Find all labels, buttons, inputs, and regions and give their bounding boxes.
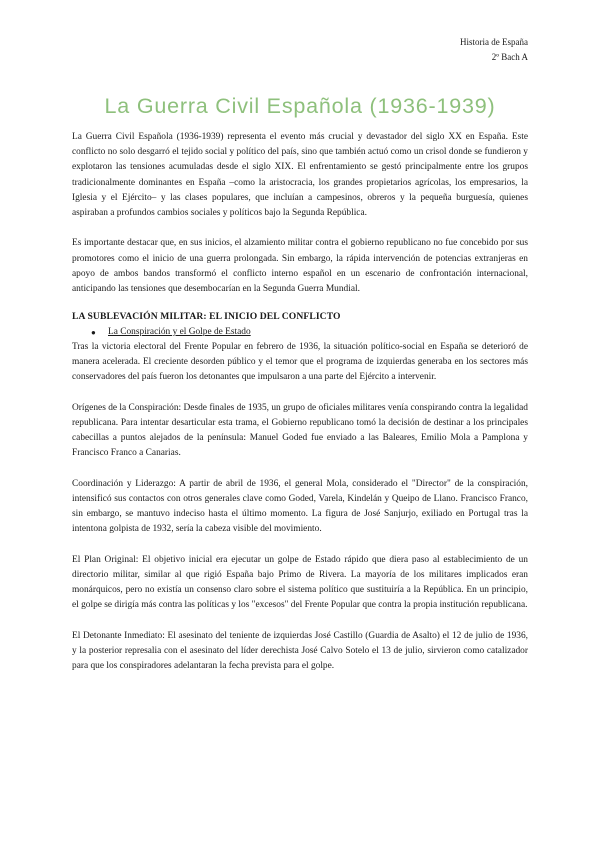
- bullet-label: La Conspiración y el Golpe de Estado: [108, 326, 251, 337]
- section-lead-paragraph: Tras la victoria electoral del Frente Popular en febrero de 1936, la situación político-social en España se deterioró de manera acelerada. El creciente desorden público y el temor que el programa de izquierdas generaba en los sectores más conservadores del país fueron los detonantes que impulsaron a una parte del Ejército a intervenir.: [72, 341, 528, 383]
- intro-paragraph-1: La Guerra Civil Española (1936-1939) representa el evento más crucial y devastador del siglo XX en España. Este conflicto no solo desgarró el tejido social y político del país, sino que también actuó como un crisol donde se fundieron y explotaron las tensiones acumuladas desde el siglo XIX. El enfrentamiento se gestó principalmente entre los grupos tradicionalmente dominantes en España –como la aristocracia, los grandes propietarios agrícolas, los empresarios, la Iglesia y el Ejército– y las clases populares, que incluían a campesinos, obreros y la pequeña burguesía, quienes aspiraban a profundos cambios sociales y políticos bajo la Segunda República.: [72, 132, 528, 219]
- page-header: [460, 35, 528, 65]
- section-heading: LA SUBLEVACIÓN MILITAR: EL INICIO DEL CONFLICTO: [72, 311, 341, 323]
- section-paragraph-coordination: Coordinación y Liderazgo: A partir de abril de 1936, el general Mola, considerado el "Director" de la conspiración, intensificó sus contactos con otros generales clave como Goded, Varela, Kindelán y Queipo de Llano. Francisco Franco, sin embargo, se mantuvo indeciso hasta el último momento. La figura de José Sanjurjo, exiliado en Portugal tras la intentona golpista de 1932, sería la cabeza visible del movimiento.: [72, 478, 528, 535]
- section-paragraph-plan: El Plan Original: El objetivo inicial era ejecutar un golpe de Estado rápido que diera paso al establecimiento de un directorio militar, similar al que rigió España bajo Primo de Rivera. La mayoría de los militares implicados eran monárquicos, pero no existía un consenso claro sobre el sistema político que sustituiría a la República. En un principio, el golpe se dirigía más contra las políticas y los "excesos" del Frente Popular que contra la propia institución republicana.: [72, 554, 528, 611]
- bullet-dot-icon: ●: [91, 327, 96, 337]
- document-title: La Guerra Civil Española (1936-1939): [104, 94, 496, 118]
- bullet-item: [72, 325, 528, 340]
- document-body: [72, 130, 528, 689]
- header-course: 2º Bach A: [491, 52, 528, 62]
- header-subject: Historia de España: [460, 37, 528, 47]
- section-paragraph-trigger: El Detonante Inmediato: El asesinato del teniente de izquierdas José Castillo (Guardia de Asalto) el 12 de julio de 1936, y la posterior represalia con el asesinato del líder derechista José Calvo Sotelo el 13 de julio, sirvieron como catalizador para que los conspiradores adelantaran la fecha prevista para el golpe.: [72, 630, 528, 672]
- section-paragraph-origins: Orígenes de la Conspiración: Desde finales de 1935, un grupo de oficiales militares venía conspirando contra la legalidad republicana. Para intentar desarticular esta trama, el Gobierno republicano tomó la decisión de destinar a los principales cabecillas a puntos alejados de la península: Manuel Goded fue enviado a las Baleares, Emilio Mola a Pamplona y Francisco Franco a Canarias.: [72, 402, 528, 459]
- intro-paragraph-2: Es importante destacar que, en sus inicios, el alzamiento militar contra el gobierno republicano no fue concebido por sus promotores como el inicio de una guerra prolongada. Sin embargo, la rápida intervención de potencias extranjeras en apoyo de ambos bandos transformó el conflicto interno español en un escenario de confrontación internacional, anticipando las tensiones que desembocarían en la Segunda Guerra Mundial.: [72, 238, 528, 295]
